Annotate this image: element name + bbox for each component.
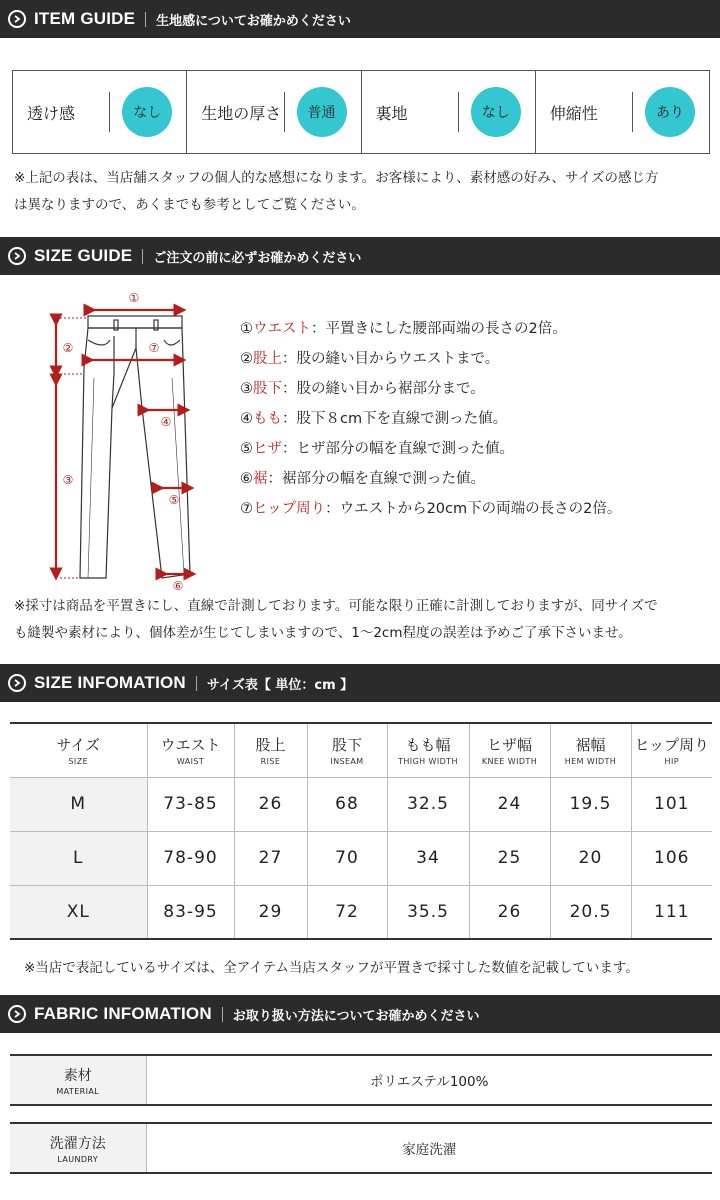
guide-label: 生地の厚さ [201,103,282,123]
size-legend [240,314,621,524]
legend-item: ⑥裾：裾部分の幅を直線で測った値。 [240,471,485,487]
marker-3: ③ [62,473,74,487]
marker-6: ⑥ [172,579,184,593]
guide-cell-stretch [536,71,709,153]
legend-item: ④もも：股下８cm下を直線で測った値。 [240,411,508,427]
item-guide-title: ITEM GUIDE [34,9,136,28]
size-table [10,722,712,940]
laundry-value: 家庭洗濯 [402,1142,457,1158]
material-table [10,1054,712,1106]
col-header: サイズ SIZE [10,723,147,777]
table-row: XL 83-95 29 72 35.5 26 20.5 111 [10,885,712,939]
marker-7: ⑦ [148,341,160,355]
guide-badge: 普通 [297,87,347,137]
item-guide-subtitle: 生地感についてお確かめください [156,13,351,29]
marker-4: ④ [160,415,172,429]
marker-5: ⑤ [168,493,180,507]
chevron-right-icon [8,10,26,28]
item-guide-box [12,70,710,154]
col-header: 股上 RISE [234,723,307,777]
size-guide-subtitle: ご注文の前に必ずお確かめください [153,250,362,266]
table-row: L 78-90 27 70 34 25 20 106 [10,831,712,885]
col-header: 股下 INSEAM [307,723,387,777]
legend-item: ①ウエスト：平置きにした腰部両端の長さの2倍。 [240,321,567,337]
chevron-right-icon [8,1005,26,1023]
material-label: 素材 MATERIAL [10,1055,146,1105]
col-header: ヒザ幅 KNEE WIDTH [469,723,550,777]
size-info-header [0,664,720,702]
guide-cell-thickness [187,71,361,153]
fabric-info-subtitle: お取り扱い方法についてお確かめください [232,1008,480,1024]
guide-badge: なし [122,87,172,137]
size-guide-title: SIZE GUIDE [34,246,133,265]
marker-2: ② [62,341,74,355]
col-header: 裾幅 HEM WIDTH [550,723,631,777]
legend-item: ③股下：股の縫い目から裾部分まで。 [240,381,485,397]
size-guide-note: ※採寸は商品を平置きにし、直線で計測しております。可能な限り正確に計測しておりますが、同サイズで も縫製や素材により、個体差が生じてしまいますので、1〜2cm程度の誤差は予めご了承下さいませ。 [14,598,658,641]
chevron-right-icon [8,247,26,265]
fabric-info-header [0,995,720,1033]
pants-diagram [44,288,214,594]
guide-label: 裏地 [375,103,408,123]
guide-label: 透け感 [27,103,76,123]
pants-outline [80,316,190,578]
laundry-label: 洗濯方法 LAUNDRY [10,1123,146,1173]
size-info-title: SIZE INFOMATION [34,673,186,692]
item-guide-note: ※上記の表は、当店舗スタッフの個人的な感想になります。お客様により、素材感の好み、サイズの感じ方 は異なりますので、あくまでも参考としてご覧ください。 [14,170,659,213]
size-info-subtitle: サイズ表【 単位：cm 】 [206,677,354,693]
fabric-info-title: FABRIC INFOMATION [34,1004,212,1023]
size-guide-header [0,237,720,275]
size-table-header-row [10,723,712,777]
laundry-row [10,1123,712,1173]
guide-cell-lining [362,71,536,153]
material-row [10,1055,712,1105]
col-header: もも幅 THIGH WIDTH [387,723,469,777]
legend-item: ⑤ヒザ：ヒザ部分の幅を直線で測った値。 [240,441,514,457]
col-header: ヒップ周り HIP [631,723,712,777]
guide-label: 伸縮性 [549,103,598,123]
laundry-table [10,1122,712,1174]
chevron-right-icon [8,674,26,692]
table-row: M 73-85 26 68 32.5 24 19.5 101 [10,777,712,831]
legend-item: ⑦ヒップ周り：ウエストから20cm下の両端の長さの2倍。 [240,501,622,517]
guide-badge: なし [471,87,521,137]
col-header: ウエスト WAIST [147,723,234,777]
marker-1: ① [128,291,140,305]
guide-cell-transparency [13,71,187,153]
guide-badge: あり [645,87,695,137]
size-info-note: ※当店で表記しているサイズは、全アイテム当店スタッフが平置きで採寸した数値を記載しています。 [24,960,639,976]
legend-item: ②股上：股の縫い目からウエストまで。 [240,351,500,367]
material-value: ポリエステル100% [370,1074,489,1090]
item-guide-header [0,0,720,38]
